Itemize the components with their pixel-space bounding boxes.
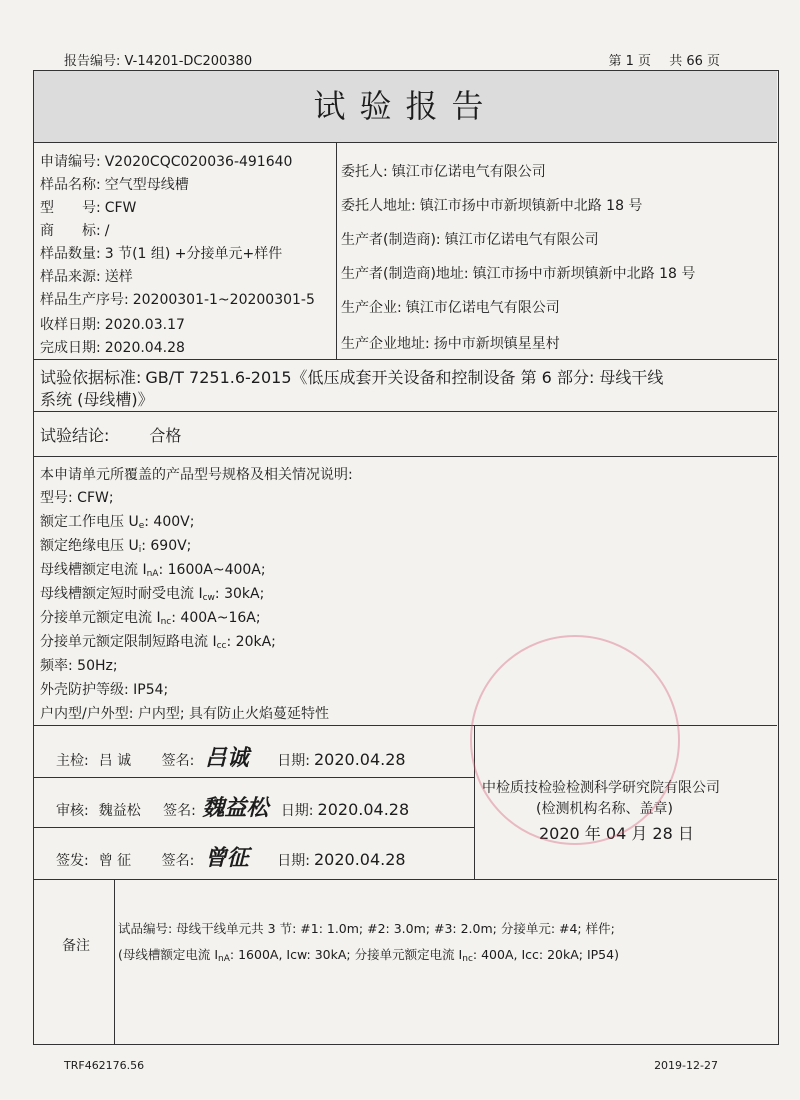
signature-issuer: 曾征 xyxy=(204,845,249,871)
info-divider xyxy=(336,143,337,359)
field-factory-address: 生产企业地址: 扬中市新坝镇星星村 xyxy=(341,336,560,352)
field-received-date: 收样日期: 2020.03.17 xyxy=(40,317,185,333)
remarks-label: 备注 xyxy=(62,938,90,954)
signer-row-line-1 xyxy=(34,777,474,778)
signature-reviewer: 魏益松 xyxy=(202,795,269,821)
field-sample-name: 样品名称: 空气型母线槽 xyxy=(40,177,189,193)
remarks-divider xyxy=(114,879,115,1044)
field-client-address: 委托人地址: 镇江市扬中市新坝镇新中北路 18 号 xyxy=(341,198,643,214)
report-number: 报告编号: V-14201-DC200380 xyxy=(64,54,253,69)
divider-conclusion xyxy=(34,411,777,412)
test-standard: 试验依据标准: GB/T 7251.6-2015《低压成套开关设备和控制设备 第 6 部分: 母线干线 xyxy=(40,368,664,387)
field-sample-quantity: 样品数量: 3 节(1 组) +分接单元+样件 xyxy=(40,246,283,262)
remarks-line-1: 试品编号: 母线干线单元共 3 节: #1: 1.0m; #2: 3.0m; #3: 2.0m; 分接单元: #4; 样件; xyxy=(118,921,615,936)
footer-date: 2019-12-27 xyxy=(654,1059,718,1072)
specs-intro: 本申请单元所覆盖的产品型号规格及相关情况说明: xyxy=(40,467,353,483)
signature-inspector: 吕诚 xyxy=(204,745,249,771)
page-info xyxy=(609,50,721,69)
divider-standard xyxy=(34,359,777,360)
spec-indoor: 户内型/户外型: 户内型; 具有防止火焰蔓延特性 xyxy=(40,706,330,722)
signer-issuer: 签发: 曾 征 签名: 曾征 日期: 2020.04.28 xyxy=(56,845,406,871)
test-conclusion: 试验结论: 合格 xyxy=(40,426,182,445)
official-seal xyxy=(470,635,680,845)
institute-note: (检测机构名称、盖章) xyxy=(536,801,673,817)
page-number: 第 1 页 xyxy=(608,54,652,69)
spec-ui: 额定绝缘电压 $U_i$: 690V; xyxy=(40,538,192,555)
spec-frequency: 频率: 50Hz; xyxy=(40,658,118,674)
footer-form-number: TRF462176.56 xyxy=(64,1059,145,1072)
field-manufacturer: 生产者(制造商): 镇江市亿诺电气有限公司 xyxy=(341,232,599,248)
spec-icw: 母线槽额定短时耐受电流 $I_{cw}$: 30kA; xyxy=(40,586,265,603)
field-client: 委托人: 镇江市亿诺电气有限公司 xyxy=(341,164,546,180)
field-sample-source: 样品来源: 送样 xyxy=(40,269,133,285)
field-manufacturer-address: 生产者(制造商)地址: 镇江市扬中市新坝镇新中北路 18 号 xyxy=(341,266,696,282)
spec-ip: 外壳防护等级: IP54; xyxy=(40,682,169,698)
remarks-line-2: (母线槽额定电流 $I_{nA}$: 1600A, Icw: 30kA; 分接单元额定电流 $I_{nc}$: 400A, Icc: 20kA; IP54) xyxy=(118,947,619,964)
field-application-no: 申请编号: V2020CQC020036-491640 xyxy=(40,154,293,170)
field-completed-date: 完成日期: 2020.04.28 xyxy=(40,340,185,356)
divider-specs xyxy=(34,456,777,457)
signer-row-line-2 xyxy=(34,827,474,828)
divider-remarks xyxy=(34,879,777,880)
field-factory: 生产企业: 镇江市亿诺电气有限公司 xyxy=(341,300,560,316)
signer-inspector: 主检: 吕 诚 签名: 吕诚 日期: 2020.04.28 xyxy=(56,745,406,771)
field-serial: 样品生产序号: 20200301-1~20200301-5 xyxy=(40,292,315,308)
field-trademark: 商 标: / xyxy=(40,223,110,239)
spec-inc: 分接单元额定电流 $I_{nc}$: 400A~16A; xyxy=(40,610,261,627)
spec-ina: 母线槽额定电流 $I_{nA}$: 1600A~400A; xyxy=(40,562,266,579)
signer-reviewer: 审核: 魏益松 签名: 魏益松 日期: 2020.04.28 xyxy=(56,795,410,821)
field-model: 型 号: CFW xyxy=(40,200,137,216)
institute-date: 2020 年 04 月 28 日 xyxy=(539,824,694,843)
institute-name: 中检质技检验检测科学研究院有限公司 xyxy=(482,780,720,796)
report-frame xyxy=(33,70,779,1045)
report-title: 试验报告 xyxy=(34,71,777,143)
spec-ue: 额定工作电压 $U_e$: 400V; xyxy=(40,514,195,531)
test-standard-cont: 系统 (母线槽)》 xyxy=(40,390,154,409)
spec-icc: 分接单元额定限制短路电流 $I_{cc}$: 20kA; xyxy=(40,634,276,651)
spec-model: 型号: CFW; xyxy=(40,490,114,506)
page-total: 共 66 页 xyxy=(669,54,720,69)
